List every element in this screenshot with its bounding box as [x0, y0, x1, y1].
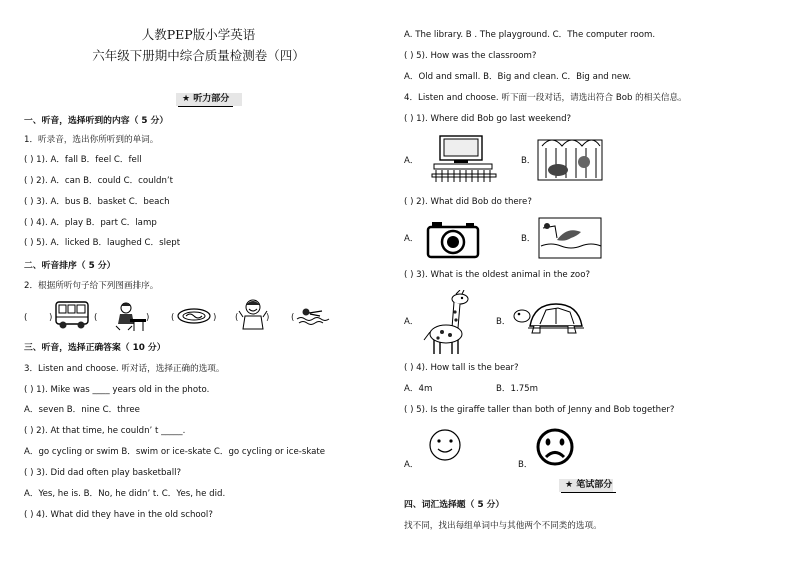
- part3-options: A．Yes, he is. B．No, he didn’ t. C．Yes, he did.: [24, 489, 226, 499]
- part3-options: A．seven B．nine C．three: [24, 405, 140, 415]
- part4-question: ( ) 3). What is the oldest animal in the zoo?: [404, 270, 591, 280]
- part2-heading: 二、听音排序（ 5 分）: [24, 261, 116, 271]
- smiley-face-icon: [428, 428, 462, 462]
- option-a-label: A．: [404, 460, 419, 470]
- giraffe-picture: [422, 290, 472, 356]
- exam-subtitle: 六年级下册期中综合质量检测卷（四）: [92, 48, 305, 63]
- option-b-label: B．: [518, 460, 533, 470]
- part3-options: A．Old and small. B．Big and clean. C．Big and new.: [404, 72, 632, 82]
- part4-question: ( ) 4). How tall is the bear?: [404, 363, 519, 373]
- dolphin-show-picture: [537, 216, 603, 260]
- part3-options: A．go cycling or swim B．swim or ice-skate C．go cycling or ice-skate: [24, 447, 326, 457]
- part3-question: ( ) 5). How was the classroom?: [404, 51, 537, 61]
- part1-item: ( ) 3). A．bus B．basket C．beach: [24, 197, 170, 207]
- part3-instruction: 3．Listen and choose. 听对话，选择正确的选项。: [24, 364, 225, 374]
- q4-option-b: B．1.75m: [496, 384, 538, 394]
- answer-paren: ): [266, 313, 270, 323]
- answer-paren: (: [291, 313, 295, 323]
- part1-item: ( ) 1). A．fall B．feel C．fell: [24, 155, 142, 165]
- part4-question: ( ) 5). Is the giraffe taller than both of Jenny and Bob together?: [404, 405, 675, 415]
- answer-paren: ): [146, 313, 150, 323]
- writing-section-banner: ★ 笔试部分: [561, 479, 616, 493]
- child-at-desk-picture: [112, 300, 148, 332]
- option-b-label: B．: [521, 156, 536, 166]
- part1-instruction: 1．听录音，选出你所听到的单词。: [24, 135, 159, 145]
- food-plate-picture: [176, 307, 212, 325]
- boy-laughing-picture: [238, 297, 268, 331]
- sad-face-icon: [535, 427, 575, 467]
- turtle-picture: [512, 300, 588, 336]
- part4-instruction: 4．Listen and choose. 听下面一段对话，请选出符合 Bob 的相关信息。: [404, 93, 687, 103]
- option-a-label: A．: [404, 317, 419, 327]
- part3-question: ( ) 4). What did they have in the old school?: [24, 510, 213, 520]
- answer-paren: (: [24, 313, 28, 323]
- q4-option-a: A．4m: [404, 384, 433, 394]
- camera-picture: [426, 219, 480, 259]
- answer-paren: (: [171, 313, 175, 323]
- part1-item: ( ) 4). A．play B．part C．lamp: [24, 218, 157, 228]
- answer-paren: ): [213, 313, 217, 323]
- part3-heading: 三、听音，选择正确答案（ 10 分）: [24, 343, 166, 353]
- part1-heading: 一、听音，选择听到的内容（ 5 分）: [24, 116, 169, 126]
- zoo-picture: [536, 132, 606, 184]
- option-b-label: B．: [496, 317, 511, 327]
- part4-vocab-instruction: 找不同，找出每组单词中与其他两个不同类的选项。: [404, 521, 602, 531]
- answer-paren: (: [235, 313, 239, 323]
- listening-section-banner: ★ 听力部分: [178, 93, 233, 107]
- part4-heading: 四、词汇选择题（ 5 分）: [404, 500, 505, 510]
- part3-question: ( ) 2). At that time, he couldn’ t _____.: [24, 426, 186, 436]
- part4-question: ( ) 2). What did Bob do there?: [404, 197, 532, 207]
- part3-question: ( ) 1). Mike was ____ years old in the photo.: [24, 385, 210, 395]
- part1-item: ( ) 5). A．licked B．laughed C．slept: [24, 238, 181, 248]
- option-a-label: A．: [404, 234, 419, 244]
- swimmer-picture: [296, 304, 332, 326]
- part2-instruction: 2．根据所听句子给下列图画排序。: [24, 281, 159, 291]
- exam-title: 人教PEP版小学英语: [141, 27, 256, 42]
- bus-picture: [54, 299, 92, 331]
- option-b-label: B．: [521, 234, 536, 244]
- computer-room-picture: [428, 134, 500, 184]
- part4-question: ( ) 1). Where did Bob go last weekend?: [404, 114, 572, 124]
- answer-paren: (: [94, 313, 98, 323]
- part3-question: ( ) 3). Did dad often play basketball?: [24, 468, 182, 478]
- answer-paren: ): [49, 313, 53, 323]
- part1-item: ( ) 2). A．can B．could C．couldn’t: [24, 176, 174, 186]
- option-a-label: A．: [404, 156, 419, 166]
- part3-options: A. The library. B . The playground. C．The computer room.: [404, 30, 656, 40]
